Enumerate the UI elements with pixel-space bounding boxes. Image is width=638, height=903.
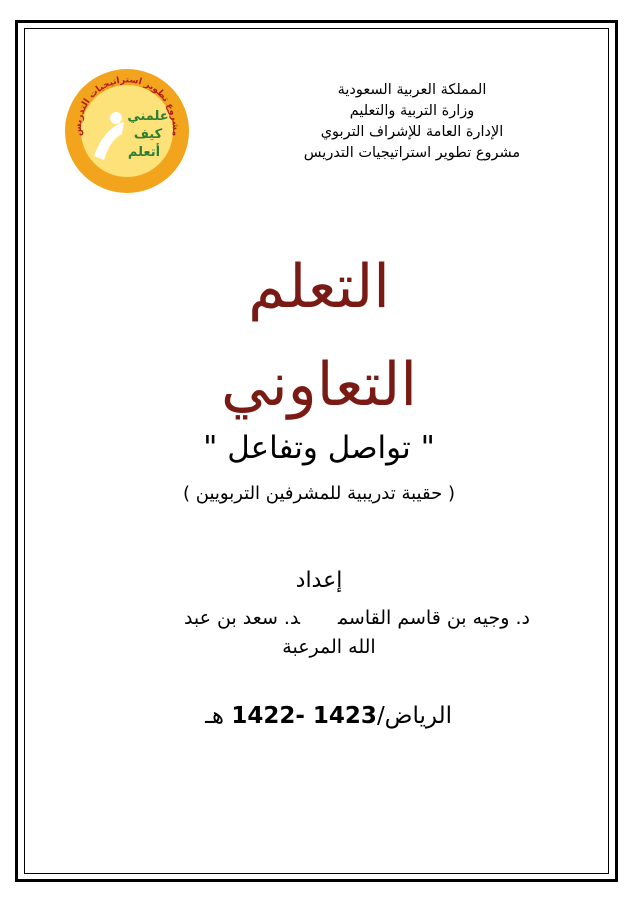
header-line-ministry: وزارة التربية والتعليم xyxy=(349,103,475,119)
prepared-by-label: إعداد xyxy=(295,568,343,593)
place-date xyxy=(205,700,452,732)
subtitle-quote: " تواصل وتفاعل " xyxy=(203,430,435,466)
author-2-part-1: د. سعد بن عبد xyxy=(183,607,300,629)
subtitle-description: ( حقيبة تدريبية للمشرفين التربويين ) xyxy=(183,483,455,504)
logo-word-3: أتعلم xyxy=(127,145,161,160)
logo-ring-text: مشروع تطوير استراتيجيات التدريس xyxy=(73,75,181,137)
place-name: الرياض/ xyxy=(376,703,452,729)
logo-figure-head xyxy=(110,112,122,124)
main-title-line1: التعلم xyxy=(248,252,390,322)
author-1: د. وجيه بن قاسم القاسم xyxy=(337,607,530,629)
hijri-years: 1422- 1423 xyxy=(231,703,377,729)
ministry-header xyxy=(282,80,542,164)
hijri-era: هـ xyxy=(205,703,225,729)
header-line-directorate: الإدارة العامة للإشراف التربوي xyxy=(320,124,504,140)
header-line-kingdom: المملكة العربية السعودية xyxy=(337,82,487,98)
authors-line xyxy=(70,604,530,632)
logo-word-2: كيف xyxy=(133,127,163,142)
main-title-line2: التعاوني xyxy=(221,350,417,420)
logo-word-1: علمني xyxy=(127,109,169,124)
author-2-part-2: الله المرعبة xyxy=(282,636,376,658)
header-line-project: مشروع تطوير استراتيجيات التدريس xyxy=(303,145,521,161)
project-logo xyxy=(64,68,190,194)
